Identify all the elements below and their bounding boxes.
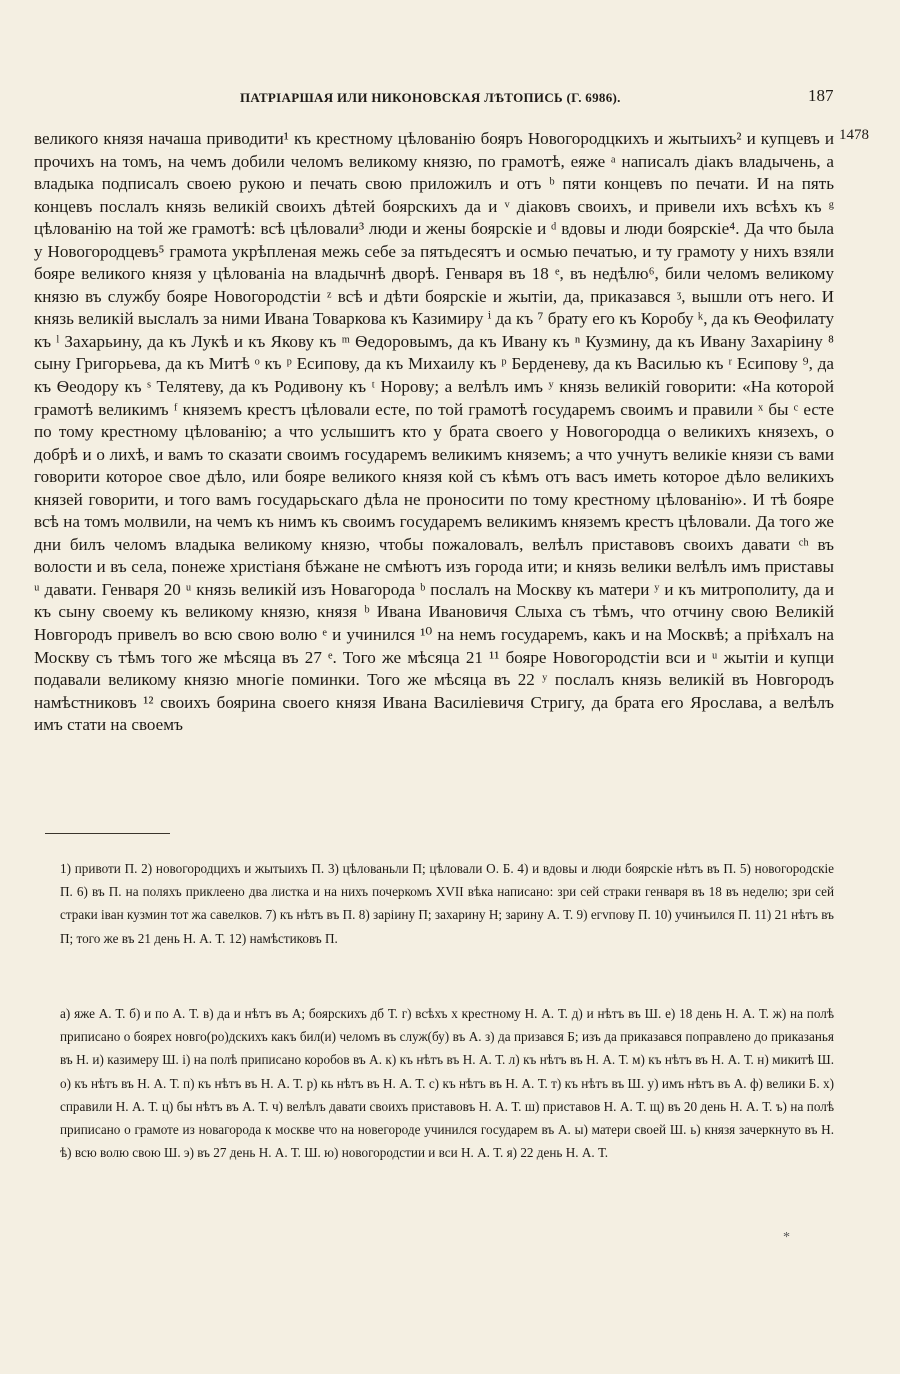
margin-year: 1478 — [839, 127, 869, 143]
footnote-divider — [45, 833, 170, 834]
page-number: 187 — [808, 86, 834, 105]
page-title: ПАТРІАРШАЯ ИЛИ НИКОНОВСКАЯ ЛѢТОПИСЬ (Г. 6986). — [240, 90, 621, 105]
letter-footnotes: а) яже А. Т. б) и по А. Т. в) да и нѣтъ въ А; боярскихъ дб Т. г) всѣхъ х крестному Н. А. Т. д) и нѣтъ въ Ш. е) 18 день Н. А. Т. ж) на полѣ приписано о боярех новго(ро)дскихъ какъ бил(и) челомъ въ служ(бу) въ А. з) да призався Б; изъ да приказався поправлено до приказанья въ Н. и) казимеру Ш. і) на полѣ приписано коробов въ А. к) къ нѣтъ въ Н. А. Т. л) къ нѣтъ въ Н. А. Т. м) къ нѣтъ въ Н. А. Т. н) микитѣ Ш. о) къ нѣтъ въ Н. А. Т. п) къ нѣтъ въ Н. А. Т. р) кь нѣтъ въ Н. А. Т. с) къ нѣтъ въ Н. А. Т. т) къ нѣтъ въ Ш. у) имъ нѣтъ въ А. ф) велики Б. х) справили Н. А. Т. ц) бы нѣтъ въ А. Т. ч) велѣлъ давати своихъ приставовъ Н. А. Т. ш) приставов Н. А. Т. щ) въ 20 день Н. А. Т. ъ) на полѣ приписано о грамоте из новагорода к москве что на новегороде учинился государем въ А. ы) матери своей Ш. ь) князя зачеркнуто въ Н. ѣ) всю волю свою Ш. э) въ 27 день Н. А. Т. Ш. ю) новогородстии и вси Н. А. Т. я) 22 день Н. А. Т. — [60, 1006, 834, 1161]
signature-star: * — [783, 1230, 790, 1245]
numeric-footnotes: 1) привоти П. 2) новогородцихъ и жытыихъ П. 3) цѣлованьли П; цѣловали О. Б. 4) и вдовы и люди боярскіе нѣтъ въ П. 5) новогородскіе П. 6) въ П. на поляхъ приклеено два листка и на нихъ почеркомъ XVII вѣка написано: зри сей страки генваря въ 18 въ неделю; зри сей страки іван кузмин тот жа савелков. 7) къ нѣтъ въ П. 8) заріину П; захарину Н; зарину А. Т. 9) егvпову П. 10) учинъился П. 11) 21 нѣтъ въ П; того же въ 21 день Н. А. Т. 12) намѣстиковъ П. — [60, 861, 834, 946]
chronicle-body-text: великого князя начаша приводити¹ къ крестному цѣлованію бояръ Новогородцкихъ и жытыихъ² и купцевъ и прочихъ на томъ, на чемъ добили челомъ великому князю, по грамотѣ, еяже ᵃ написалъ діакъ владычень, а владыка подписалъ своею рукою и печать свою приложилъ и отъ ᵇ пяти концевъ по печати. И на пять концевъ послалъ князь великій своихъ дѣтей боярскихъ да и ᵛ діаковъ своихъ, и привели ихъ всѣхъ къ ᵍ цѣлованію на той же грамотѣ: всѣ цѣловали³ люди и жены боярскіе и ᵈ вдовы и люди боярскіе⁴. Да что была у Новогородцевъ⁵ грамота укрѣпленая межь себе за пятьдесятъ и осмью печатью, и ту грамоту у нихъ взяли бояре великого князя у цѣлованіа на владычнѣ дворѣ. Генваря въ 18 ᵉ, въ недѣлю⁶, били челомъ великому князю въ службу бояре Новогородстіи ᶻ всѣ и дѣти боярскіе и жытіи, да, приказався ᶾ, вышли отъ него. И князь великій выслалъ за ними Ивана Товаркова къ Казимиру ⁱ да къ ⁷ брату его къ Коробу ᵏ, да къ Ѳеофилату къ ˡ Захарьину, да къ Лукѣ и къ Якову къ ᵐ Ѳедоровымъ, да къ Ивану къ ⁿ Кузмину, да къ Ивану Захаріину ⁸ сыну Григорьева, да къ Митѣ ᵒ къ ᵖ Есипову, да къ Михаилу къ ᵖ Берденеву, да къ Василью къ ʳ Есипову ⁹, да къ Ѳеодору къ ˢ Телятеву, да къ Родивону къ ᵗ Норову; а велѣлъ имъ ʸ князь великій говорити: «На которой грамотѣ великимъ ᶠ княземъ крестъ цѣловали есте, по той грамотѣ государемъ своимъ и правили ˣ бы ᶜ есте по тому крестному цѣлованію; а что услышитъ кто у брата своего у Новогородца о великихъ князехъ, о добрѣ и о лихѣ, и вамъ то сказати своимъ государемъ великимъ княземъ; а что учнутъ великіе князи съ вами говорити которое свое дѣло, или бояре великого князя кой съ кѣмъ отъ васъ иметь которое дѣло великихъ князей говорити, и того вамъ государьскаго дѣла не проносити по тому крестному цѣлованію». И тѣ бояре всѣ на томъ молвили, на чемъ къ нимъ къ своимъ государемъ великимъ княземъ крестъ цѣловали. Да того же дни билъ челомъ владыка великому князю, чтобы пожаловалъ, велѣлъ приставовъ своихъ давати ᶜʰ въ волости и въ села, понеже христіаня бѣжане не смѣютъ изъ города ити; и князь велики велѣлъ имъ приставы ᵘ давати. Генваря 20 ᵘ князь великій изъ Новагорода ᵇ послалъ на Москву къ матери ʸ и къ митрополиту, да и къ сыну своему къ великому князю, князя ᵇ Ивана Ивановичя Слыха съ тѣмъ, что отчину свою Великій Новгородъ привелъ во всю свою волю ᵉ и учинился ¹⁰ на немъ государемъ, какъ и на Москвѣ; а пріѣхалъ на Москву съ тѣмъ того же мѣсяца въ 27 ᵉ. Того же мѣсяца 21 ¹¹ бояре Новогородстіи вси и ᵘ жытіи и купци подавали великому князю многіе поминки. Того же мѣсяца въ 22 ʸ послалъ князь великій въ Новгородъ намѣстниковъ ¹² своихъ боярина своего князя Ивана Василіевичя Стригу, да брата его Ярослава, а велѣлъ имъ стати на своемъ — [34, 129, 834, 735]
running-head — [0, 86, 900, 110]
